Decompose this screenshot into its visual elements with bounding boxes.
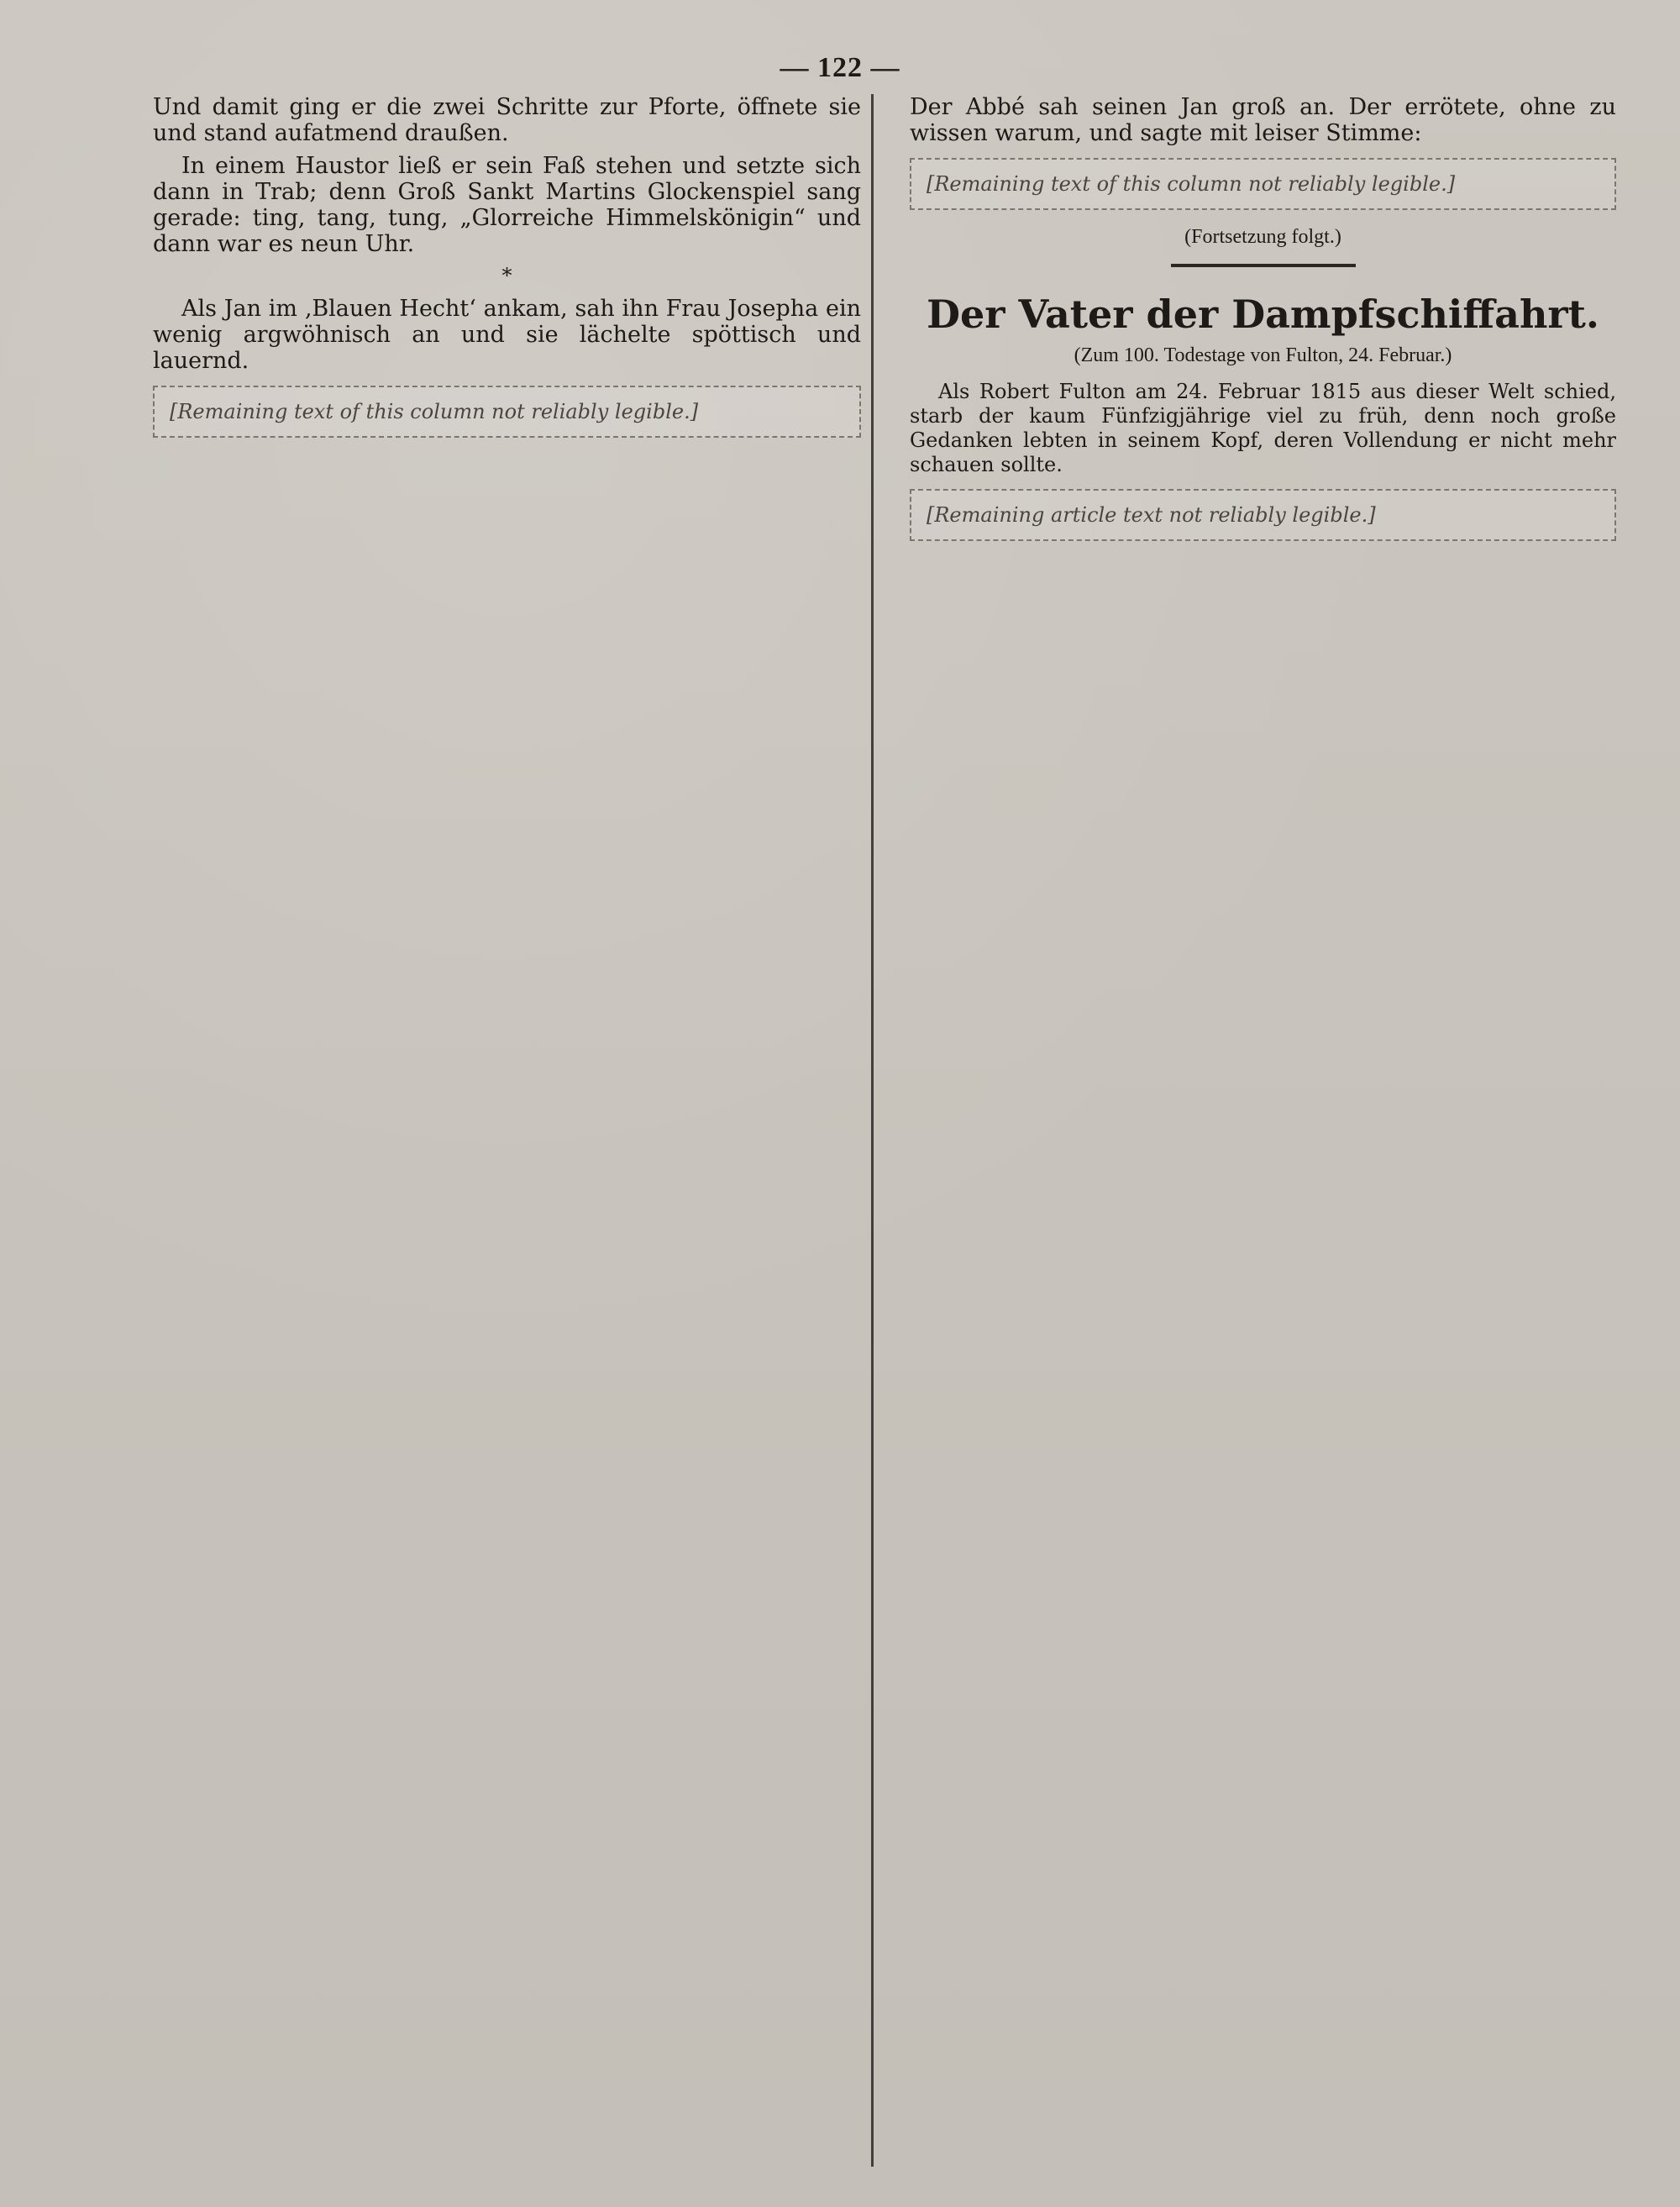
continued-note: (Fortsetzung folgt.) — [1184, 226, 1341, 248]
article-paragraph-1: Als Robert Fulton am 24. Februar 1815 aus dieser Welt schied, starb der kaum Fünfzigjährige viel zu früh, denn noch große Gedanken lebten in seinem Kopf, deren Vollendung er nicht mehr schauen sollte. — [910, 380, 1616, 476]
article-subtitle: (Zum 100. Todestage von Fulton, 24. Februar.) — [1074, 344, 1452, 366]
article-body — [910, 380, 1616, 541]
right-column — [885, 94, 1616, 2167]
section-separator — [1171, 264, 1356, 267]
columns-container — [153, 94, 1616, 2167]
section-star: * — [501, 264, 512, 287]
page-number: — 122 — — [780, 52, 900, 83]
left-column — [153, 94, 885, 2167]
left-paragraph-2: In einem Haustor ließ er sein Faß stehen und setzte sich dann in Trab; denn Groß Sankt Martins Glockenspiel sang gerade: ting, tang, tung, „Glorreiche Himmelskönigin“ und dann war es neun Uhr. — [153, 153, 861, 257]
right-paragraph-1: Der Abbé sah seinen Jan groß an. Der errötete, ohne zu wissen warum, und sagte mit leiser Stimme: — [910, 94, 1616, 146]
left-paragraph-1: Und damit ging er die zwei Schritte zur Pforte, öffnete sie und stand aufatmend draußen. — [153, 94, 861, 146]
left-paragraph-3: Als Jan im ‚Blauen Hecht‘ ankam, sah ihn Frau Josepha ein wenig argwöhnisch an und sie lächelte spöttisch und lauernd. — [153, 296, 861, 374]
article-unreadable-note: [Remaining article text not reliably legible.] — [910, 489, 1616, 541]
right-unreadable-note: [Remaining text of this column not reliably legible.] — [910, 158, 1616, 210]
left-unreadable-note: [Remaining text of this column not reliably legible.] — [153, 386, 861, 438]
article-title: Der Vater der Dampfschiffahrt. — [927, 292, 1599, 337]
